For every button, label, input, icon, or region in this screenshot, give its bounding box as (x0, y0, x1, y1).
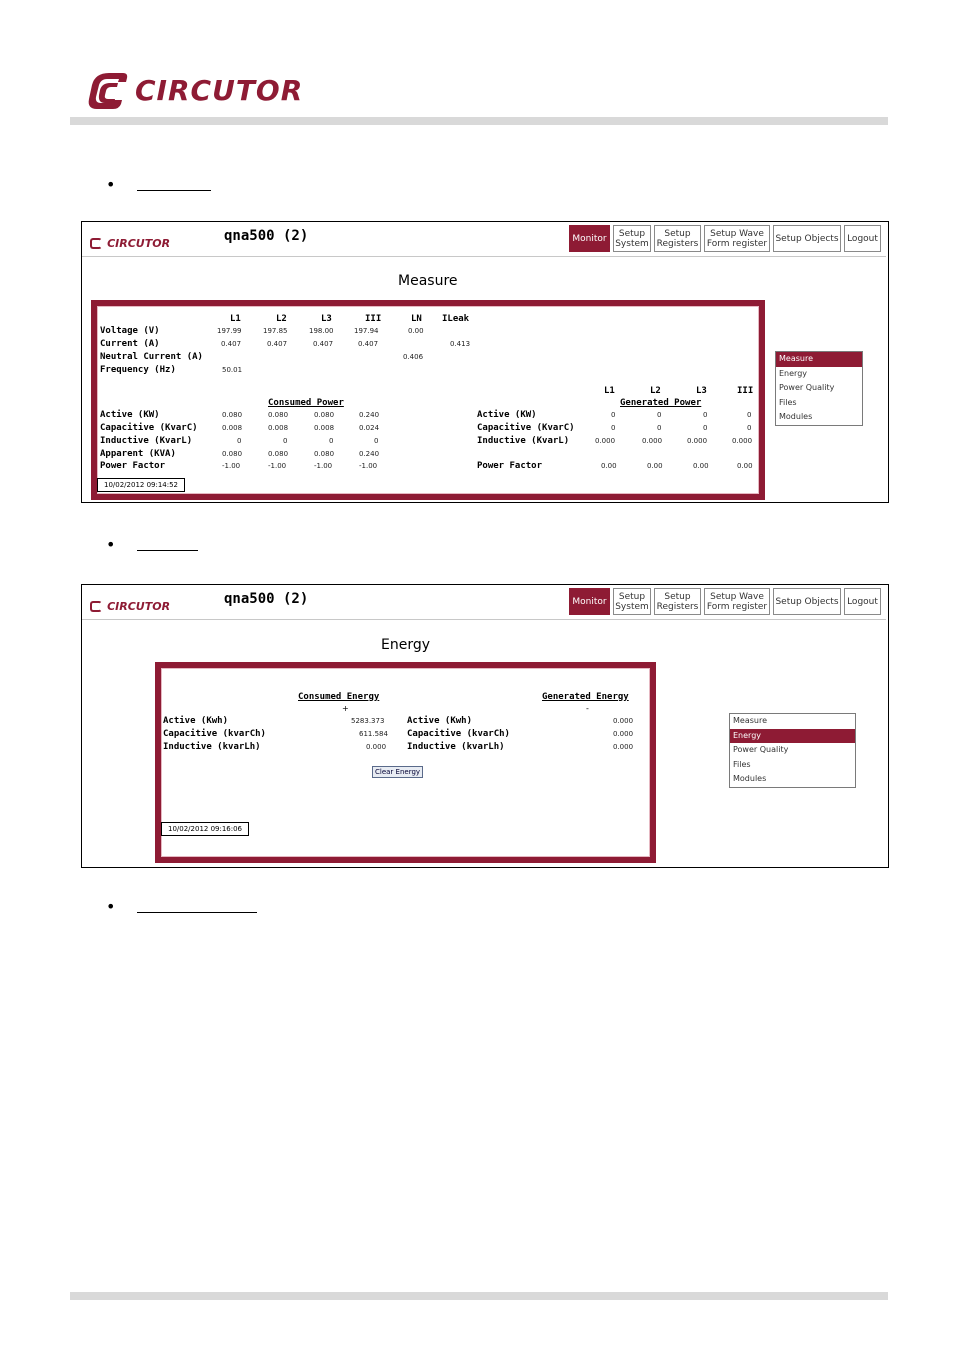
menu-measure[interactable]: Measure (733, 716, 767, 725)
value: -1.00 (268, 462, 287, 470)
value: 0 (747, 411, 752, 419)
consumed-sign: + (342, 704, 349, 713)
value: 0.00 (647, 462, 663, 470)
row-label: Neutral Current (A) (100, 352, 203, 362)
value: 0.413 (450, 340, 471, 348)
timestamp: 10/02/2012 09:16:06 (161, 822, 249, 836)
gen-row-label: Active (KW) (477, 410, 537, 420)
nav-setup-registers[interactable]: Setup Registers (654, 225, 701, 252)
value: 0.000 (366, 743, 387, 751)
value: 50.01 (222, 366, 243, 374)
value: 0 (703, 424, 708, 432)
value: 197.99 (217, 327, 242, 335)
small-circutor-logo (90, 233, 170, 252)
value: 0.000 (613, 743, 634, 751)
menu-energy[interactable]: Energy (730, 729, 855, 744)
nav-monitor[interactable]: Monitor (569, 588, 610, 615)
measure-screenshot (81, 221, 889, 503)
value: 0.080 (314, 450, 335, 458)
nav-monitor[interactable]: Monitor (569, 225, 610, 252)
col-header: III (365, 314, 382, 324)
value: -1.00 (222, 462, 241, 470)
value: 0.407 (313, 340, 334, 348)
nav-logout[interactable]: Logout (844, 588, 881, 615)
device-title: qna500 (2) (224, 228, 309, 244)
menu-modules[interactable]: Modules (779, 412, 813, 422)
consumed-energy-title: Consumed Energy (298, 692, 380, 702)
value: 611.584 (359, 730, 388, 738)
value: 0 (657, 411, 662, 419)
generated-power-title: Generated Power (620, 398, 702, 408)
value: 197.85 (263, 327, 288, 335)
nav-logout[interactable]: Logout (844, 225, 881, 252)
value: 0 (237, 437, 242, 445)
value: 0 (611, 424, 616, 432)
small-logo-text: CIRCUTOR (107, 237, 171, 250)
value: 0 (703, 411, 708, 419)
value: 0.008 (314, 424, 335, 432)
value: 0 (611, 411, 616, 419)
row-label: Apparent (KVA) (100, 449, 176, 459)
row-label: Voltage (V) (100, 326, 160, 336)
value: 0.240 (359, 411, 380, 419)
side-menu (729, 713, 856, 788)
value: 0.00 (408, 327, 424, 335)
menu-modules[interactable]: Modules (733, 774, 767, 784)
generated-sign: - (586, 704, 589, 713)
nav-setup-system[interactable]: Setup System (613, 588, 651, 615)
bullet-dot: • (106, 175, 116, 194)
bullet-underline (137, 190, 211, 191)
timestamp: 10/02/2012 09:14:52 (97, 478, 185, 492)
value: 0.00 (601, 462, 617, 470)
energy-data-box (155, 662, 656, 863)
value: 0.008 (268, 424, 289, 432)
row-label: Current (A) (100, 339, 160, 349)
nav-setup-objects[interactable]: Setup Objects (773, 588, 841, 615)
value: 0 (747, 424, 752, 432)
small-logo-text: CIRCUTOR (107, 600, 171, 613)
value: 0 (657, 424, 662, 432)
side-menu (775, 351, 863, 426)
menu-files[interactable]: Files (733, 759, 751, 769)
value: 0.00 (693, 462, 709, 470)
value: 0.406 (403, 353, 424, 361)
col-header: LN (411, 314, 422, 324)
small-circutor-logo (90, 596, 170, 615)
nav-setup-waveform[interactable]: Setup Wave Form register (704, 588, 770, 615)
menu-energy[interactable]: Energy (779, 368, 808, 378)
bullet-dot: • (106, 897, 116, 916)
circutor-logo (85, 70, 315, 116)
value: 0.008 (222, 424, 243, 432)
gen-row-label: Power Factor (477, 461, 543, 471)
value: 0.080 (222, 411, 243, 419)
circutor-wordmark: CIRCUTOR (135, 74, 304, 107)
menu-power-quality[interactable]: Power Quality (779, 383, 835, 393)
nav-setup-registers[interactable]: Setup Registers (654, 588, 701, 615)
header-divider (70, 117, 888, 125)
menu-files[interactable]: Files (779, 397, 797, 407)
bullet-underline (137, 550, 198, 551)
value: 0.080 (222, 450, 243, 458)
measure-data-box (91, 300, 765, 500)
col-header: ILeak (442, 314, 470, 324)
nav-setup-objects[interactable]: Setup Objects (773, 225, 841, 252)
value: 0.024 (359, 424, 380, 432)
row-label: Inductive (kvarLh) (163, 742, 261, 752)
col-header: L2 (276, 314, 287, 324)
value: 0.000 (613, 717, 634, 725)
value: 197.94 (354, 327, 379, 335)
gen-row-label: Capacitive (kvarCh) (407, 729, 510, 739)
gen-col-header: L3 (696, 386, 707, 396)
clear-energy-button[interactable]: Clear Energy (372, 766, 423, 778)
menu-power-quality[interactable]: Power Quality (733, 745, 789, 755)
small-logo-icon (90, 238, 102, 249)
row-label: Active (KW) (100, 410, 160, 420)
top-bar (82, 222, 886, 257)
value: -1.00 (359, 462, 378, 470)
menu-measure[interactable]: Measure (776, 352, 862, 367)
row-label: Capacitive (KvarC) (100, 423, 198, 433)
value: 0.407 (221, 340, 242, 348)
value: 0.000 (732, 437, 753, 445)
value: 0.000 (642, 437, 663, 445)
value: 0.240 (359, 450, 380, 458)
value: 198.00 (309, 327, 334, 335)
value: 0.407 (267, 340, 288, 348)
value: 0 (374, 437, 379, 445)
col-header: L1 (230, 314, 241, 324)
value: 0.000 (613, 730, 634, 738)
energy-screenshot (81, 584, 889, 868)
row-label: Active (Kwh) (163, 716, 229, 726)
gen-row-label: Active (Kwh) (407, 716, 473, 726)
col-header: L3 (321, 314, 332, 324)
value: 0.000 (687, 437, 708, 445)
bullet-dot: • (106, 535, 116, 554)
nav-setup-system[interactable]: Setup System (613, 225, 651, 252)
gen-col-header: L1 (604, 386, 615, 396)
row-label: Power Factor (100, 461, 166, 471)
value: -1.00 (314, 462, 333, 470)
generated-energy-title: Generated Energy (542, 692, 629, 702)
small-logo-icon (90, 601, 102, 612)
nav-setup-waveform[interactable]: Setup Wave Form register (704, 225, 770, 252)
gen-row-label: Capacitive (KvarC) (477, 423, 575, 433)
value: 0.000 (595, 437, 616, 445)
value: 0 (329, 437, 334, 445)
value: 0.080 (314, 411, 335, 419)
gen-col-header: III (737, 386, 754, 396)
page-heading: Energy (381, 637, 431, 653)
value: 0.00 (737, 462, 753, 470)
bullet-underline (137, 912, 257, 913)
page-heading: Measure (398, 273, 458, 289)
value: 0.407 (358, 340, 379, 348)
footer-divider (70, 1292, 888, 1300)
value: 0 (283, 437, 288, 445)
value: 0.080 (268, 411, 289, 419)
device-title: qna500 (2) (224, 591, 309, 607)
gen-col-header: L2 (650, 386, 661, 396)
gen-row-label: Inductive (kvarLh) (407, 742, 505, 752)
row-label: Inductive (KvarL) (100, 436, 193, 446)
value: 5283.373 (351, 717, 385, 725)
value: 0.080 (268, 450, 289, 458)
row-label: Capacitive (kvarCh) (163, 729, 266, 739)
row-label: Frequency (Hz) (100, 365, 176, 375)
consumed-power-title: Consumed Power (268, 398, 344, 408)
gen-row-label: Inductive (KvarL) (477, 436, 570, 446)
top-bar (82, 585, 886, 620)
